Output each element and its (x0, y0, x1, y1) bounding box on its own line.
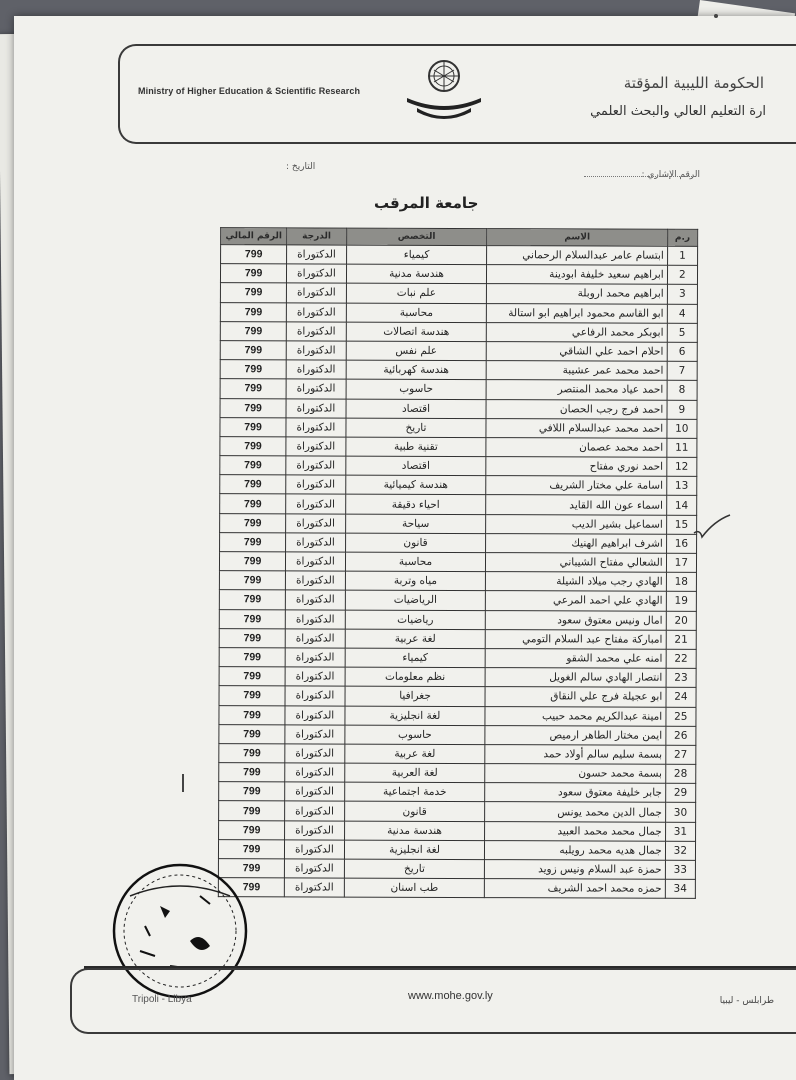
table-row (220, 513, 697, 534)
table-row (221, 245, 698, 266)
table-row (220, 475, 697, 496)
name-cell: اسامة علي مختار الشريف (486, 476, 666, 496)
specialization-cell: كيمياء (346, 245, 487, 265)
row-number-cell: 20 (666, 611, 696, 630)
table-row (218, 839, 695, 860)
degree-cell: الدكتوراة (285, 744, 344, 763)
column-header-specialization: التخصص (346, 228, 487, 245)
staff-code-cell: 799 (220, 417, 286, 436)
name-cell: احمد محمد عمر عشيبة (487, 361, 667, 381)
row-number-cell: 17 (666, 553, 696, 572)
row-number-cell: 34 (665, 879, 695, 898)
table-row (220, 417, 697, 438)
table-row (219, 648, 696, 669)
table-row (219, 552, 696, 573)
degree-cell: الدكتوراة (286, 456, 345, 475)
row-number-cell: 33 (665, 860, 695, 879)
row-number-cell: 16 (666, 534, 696, 553)
footer-website-link[interactable]: www.mohe.gov.ly (408, 990, 493, 1002)
ministry-name-en: Ministry of Higher Education & Scientific Research (138, 86, 361, 96)
name-cell: احمد محمد عبدالسلام اللافي (486, 418, 666, 438)
degree-cell: الدكتوراة (285, 878, 344, 897)
name-cell: امنه علي محمد الشقو (486, 649, 666, 669)
degree-cell: الدكتوراة (286, 552, 345, 571)
staff-code-cell: 799 (220, 456, 286, 475)
degree-cell: الدكتوراة (286, 533, 345, 552)
degree-cell: الدكتوراة (286, 514, 345, 533)
degree-cell: الدكتوراة (285, 782, 344, 801)
government-name-ar: الحكومة الليبية المؤقتة (623, 74, 764, 92)
specialization-cell: علم نبات (346, 283, 487, 303)
degree-cell: الدكتوراة (285, 629, 344, 648)
staff-code-cell: 799 (219, 590, 285, 609)
column-header-degree: الدرجة (287, 228, 346, 245)
staff-code-cell: 799 (218, 878, 284, 897)
row-number-cell: 6 (667, 342, 697, 361)
specialization-cell: مياه وتربة (345, 571, 486, 591)
row-number-cell: 28 (665, 764, 695, 783)
specialization-cell: جغرافيا (345, 686, 486, 706)
row-number-cell: 25 (666, 707, 696, 726)
table-row (219, 686, 696, 707)
row-number-cell: 30 (665, 803, 695, 822)
row-number-cell: 22 (666, 649, 696, 668)
table-row (219, 724, 696, 745)
row-number-cell: 15 (666, 515, 696, 534)
row-number-cell: 23 (666, 668, 696, 687)
table-row (219, 609, 696, 630)
degree-cell: الدكتوراة (285, 821, 344, 840)
staff-code-cell: 799 (221, 245, 287, 264)
row-number-cell: 21 (666, 630, 696, 649)
degree-cell: الدكتوراة (286, 418, 345, 437)
table-row (219, 571, 696, 592)
staff-code-cell: 799 (220, 475, 286, 494)
staff-code-cell: 799 (220, 437, 286, 456)
staff-code-cell: 799 (219, 820, 285, 839)
specialization-cell: تقنية طبية (346, 437, 487, 457)
table-row (220, 532, 697, 553)
staff-code-cell: 799 (219, 705, 285, 724)
row-number-cell: 5 (667, 323, 697, 342)
column-header-number: ر.م (667, 229, 697, 246)
specialization-cell: رياضيات (345, 610, 486, 630)
handwritten-tick-icon (692, 511, 732, 541)
degree-cell: الدكتوراة (286, 590, 345, 609)
row-number-cell: 24 (666, 688, 696, 707)
degree-cell: الدكتوراة (286, 571, 345, 590)
specialization-cell: علم نفس (346, 341, 487, 361)
staff-code-cell: 799 (218, 859, 284, 878)
specialization-cell: قانون (345, 533, 486, 553)
name-cell: احلام احمد علي الشاقي (487, 342, 667, 362)
specialization-cell: حاسوب (346, 379, 487, 399)
name-cell: حمزه محمد احمد الشريف (485, 879, 665, 899)
degree-cell: الدكتوراة (285, 667, 344, 686)
table-row (219, 590, 696, 611)
degree-cell: الدكتوراة (286, 322, 345, 341)
degree-cell: الدكتوراة (285, 859, 344, 878)
ministry-name-ar: ارة التعليم العالي والبحث العلمي (590, 104, 766, 119)
name-cell: ايمن مختار الطاهر ارميص (485, 725, 665, 745)
staff-code-cell: 799 (220, 321, 286, 340)
specialization-cell: اقتصاد (345, 456, 486, 476)
name-cell: جمال هديه محمد رويلبه (485, 840, 665, 860)
table-row (218, 859, 695, 880)
staff-code-cell: 799 (219, 801, 285, 820)
specialization-cell: محاسبة (345, 552, 486, 572)
staff-table (218, 227, 698, 899)
table-row (220, 321, 697, 342)
degree-cell: الدكتوراة (286, 360, 345, 379)
specialization-cell: نظم معلومات (345, 667, 486, 687)
speck (714, 14, 718, 18)
specialization-cell: لغة عربية (344, 744, 485, 764)
row-number-cell: 29 (665, 783, 695, 802)
row-number-cell: 1 (667, 246, 697, 265)
specialization-cell: لغة انجليزية (344, 840, 485, 860)
row-number-cell: 3 (667, 285, 697, 304)
staff-code-cell: 799 (219, 552, 285, 571)
table-row (219, 820, 696, 841)
row-number-cell: 14 (666, 496, 696, 515)
footer-city-ar: طرابلس - ليبيا (719, 996, 774, 1006)
degree-cell: الدكتوراة (286, 494, 345, 513)
name-cell: ابو القاسم محمود ابراهيم ابو استالة (487, 303, 667, 323)
degree-cell: الدكتوراة (286, 341, 345, 360)
specialization-cell: الرياضيات (345, 590, 486, 610)
staff-code-cell: 799 (218, 839, 284, 858)
row-number-cell: 10 (667, 419, 697, 438)
staff-code-cell: 799 (219, 609, 285, 628)
degree-cell: الدكتوراة (287, 283, 346, 302)
degree-cell: الدكتوراة (286, 398, 345, 417)
staff-code-cell: 799 (220, 398, 286, 417)
reference-number-label: الرقم الإشاري : (641, 170, 700, 180)
staff-code-cell: 799 (220, 283, 286, 302)
name-cell: احمد فرج رجب الحصان (486, 399, 666, 419)
table-row (219, 763, 696, 784)
name-cell: بسمة محمد حسون (485, 764, 665, 784)
table-row (219, 667, 696, 688)
specialization-cell: هندسة مدنية (346, 264, 487, 284)
row-number-cell: 18 (666, 572, 696, 591)
row-number-cell: 32 (665, 841, 695, 860)
name-cell: حمزة عبد السلام ونيس زويد (485, 860, 665, 880)
row-number-cell: 11 (667, 438, 697, 457)
specialization-cell: لغة عربية (345, 629, 486, 649)
table-row (220, 494, 697, 515)
degree-cell: الدكتوراة (286, 437, 345, 456)
degree-cell: الدكتوراة (285, 705, 344, 724)
degree-cell: الدكتوراة (287, 245, 346, 264)
row-number-cell: 4 (667, 304, 697, 323)
specialization-cell: هندسة مدنية (344, 821, 485, 841)
row-number-cell: 7 (667, 361, 697, 380)
staff-code-cell: 799 (220, 513, 286, 532)
specialization-cell: هندسة اتصالات (346, 322, 487, 342)
table-row (219, 744, 696, 765)
name-cell: ابو عجيلة فرج علي النقاق (485, 687, 665, 707)
name-cell: ابوبكر محمد الرفاعي (487, 322, 667, 342)
row-number-cell: 26 (666, 726, 696, 745)
staff-code-cell: 799 (220, 379, 286, 398)
table-row (220, 283, 697, 304)
name-cell: امباركة مفتاح عبد السلام التومي (486, 629, 666, 649)
university-title: جامعة المرقب (374, 194, 479, 212)
staff-code-cell: 799 (220, 532, 286, 551)
degree-cell: الدكتوراة (285, 648, 344, 667)
degree-cell: الدكتوراة (285, 609, 344, 628)
staff-code-cell: 799 (219, 628, 285, 647)
degree-cell: الدكتوراة (285, 801, 344, 820)
specialization-cell: قانون (344, 802, 485, 822)
specialization-cell: هندسة كيميائية (345, 475, 486, 495)
degree-cell: الدكتوراة (285, 763, 344, 782)
table-row (219, 628, 696, 649)
specialization-cell: لغة العربية (344, 763, 485, 783)
name-cell: انتصار الهادي سالم الغويل (485, 668, 665, 688)
row-number-cell: 31 (665, 822, 695, 841)
staff-code-cell: 799 (220, 264, 286, 283)
name-cell: الهادي رجب ميلاد الشيلة (486, 572, 666, 592)
table-row (220, 264, 697, 285)
name-cell: اشرف ابراهيم الهنيك (486, 533, 666, 553)
name-cell: اسماعيل بشير الديب (486, 514, 666, 534)
staff-code-cell: 799 (219, 782, 285, 801)
margin-mark (182, 774, 184, 792)
name-cell: احمد نوري مفتاح (486, 457, 666, 477)
row-number-cell: 13 (666, 476, 696, 495)
table-row (220, 456, 697, 477)
name-cell: الشعالي مفتاح الشيباني (486, 553, 666, 573)
name-cell: ابراهيم سعيد خليفة ابودينة (487, 265, 667, 285)
name-cell: جمال محمد محمد العبيد (485, 821, 665, 841)
document-page (14, 16, 796, 1080)
specialization-cell: تاريخ (344, 859, 485, 879)
specialization-cell: هندسة كهربائية (346, 360, 487, 380)
table-row (220, 302, 697, 323)
table-row (220, 398, 697, 419)
staff-code-cell: 799 (220, 341, 286, 360)
row-number-cell: 2 (667, 265, 697, 284)
row-number-cell: 19 (666, 592, 696, 611)
degree-cell: الدكتوراة (285, 725, 344, 744)
ministry-logo-icon (399, 56, 489, 126)
table-row (220, 360, 697, 381)
name-cell: جمال الدين محمد يونس (485, 802, 665, 822)
name-cell: احمد عياد محمد المنتصر (486, 380, 666, 400)
staff-code-cell: 799 (220, 360, 286, 379)
footer-city-en: Tripoli - Libya (132, 994, 192, 1005)
table-row (219, 705, 696, 726)
date-label: التاريخ : (286, 162, 316, 172)
reference-number-line (584, 176, 694, 177)
specialization-cell: اقتصاد (346, 399, 487, 419)
degree-cell: الدكتوراة (286, 475, 345, 494)
specialization-cell: خدمة اجتماعية (344, 782, 485, 802)
staff-code-cell: 799 (219, 724, 285, 743)
staff-code-cell: 799 (219, 667, 285, 686)
specialization-cell: احياء دقيقة (345, 495, 486, 515)
name-cell: بسمة سليم سالم أولاد حمد (485, 744, 665, 764)
staff-code-cell: 799 (219, 763, 285, 782)
name-cell: ابتسام عامر عبدالسلام الرحماني (487, 246, 667, 266)
specialization-cell: كيمياء (345, 648, 486, 668)
staff-code-cell: 799 (220, 302, 286, 321)
name-cell: جابر خليفة معتوق سعود (485, 783, 665, 803)
staff-code-cell: 799 (219, 686, 285, 705)
name-cell: امينة عبدالكريم محمد حبيب (485, 706, 665, 726)
table-row (220, 437, 697, 458)
staff-code-cell: 799 (220, 494, 286, 513)
degree-cell: الدكتوراة (285, 686, 344, 705)
degree-cell: الدكتوراة (285, 840, 344, 859)
specialization-cell: تاريخ (346, 418, 487, 438)
specialization-cell: لغة انجليزية (345, 706, 486, 726)
degree-cell: الدكتوراة (287, 302, 346, 321)
table-header-row (221, 228, 698, 247)
row-number-cell: 27 (666, 745, 696, 764)
column-header-code: الرقم المالي (221, 228, 287, 245)
name-cell: ابراهيم محمد اروبلة (487, 284, 667, 304)
table-row (219, 801, 696, 822)
specialization-cell: حاسوب (345, 725, 486, 745)
staff-code-cell: 799 (219, 648, 285, 667)
specialization-cell: سياحة (345, 514, 486, 534)
row-number-cell: 12 (667, 457, 697, 476)
name-cell: احمد محمد عصمان (486, 437, 666, 457)
table-row (218, 878, 695, 899)
degree-cell: الدكتوراة (286, 379, 345, 398)
staff-code-cell: 799 (219, 571, 285, 590)
row-number-cell: 9 (667, 400, 697, 419)
row-number-cell: 8 (667, 381, 697, 400)
table-row (219, 782, 696, 803)
name-cell: الهادي علي احمد المرعي (486, 591, 666, 611)
specialization-cell: محاسبة (346, 303, 487, 323)
degree-cell: الدكتوراة (287, 264, 346, 283)
specialization-cell: طب اسنان (344, 878, 485, 898)
table-row (220, 341, 697, 362)
staff-code-cell: 799 (219, 744, 285, 763)
name-cell: اسماء عون الله القايد (486, 495, 666, 515)
name-cell: امال ونيس معتوق سعود (486, 610, 666, 630)
table-row (220, 379, 697, 400)
column-header-name: الاسم (487, 229, 667, 247)
